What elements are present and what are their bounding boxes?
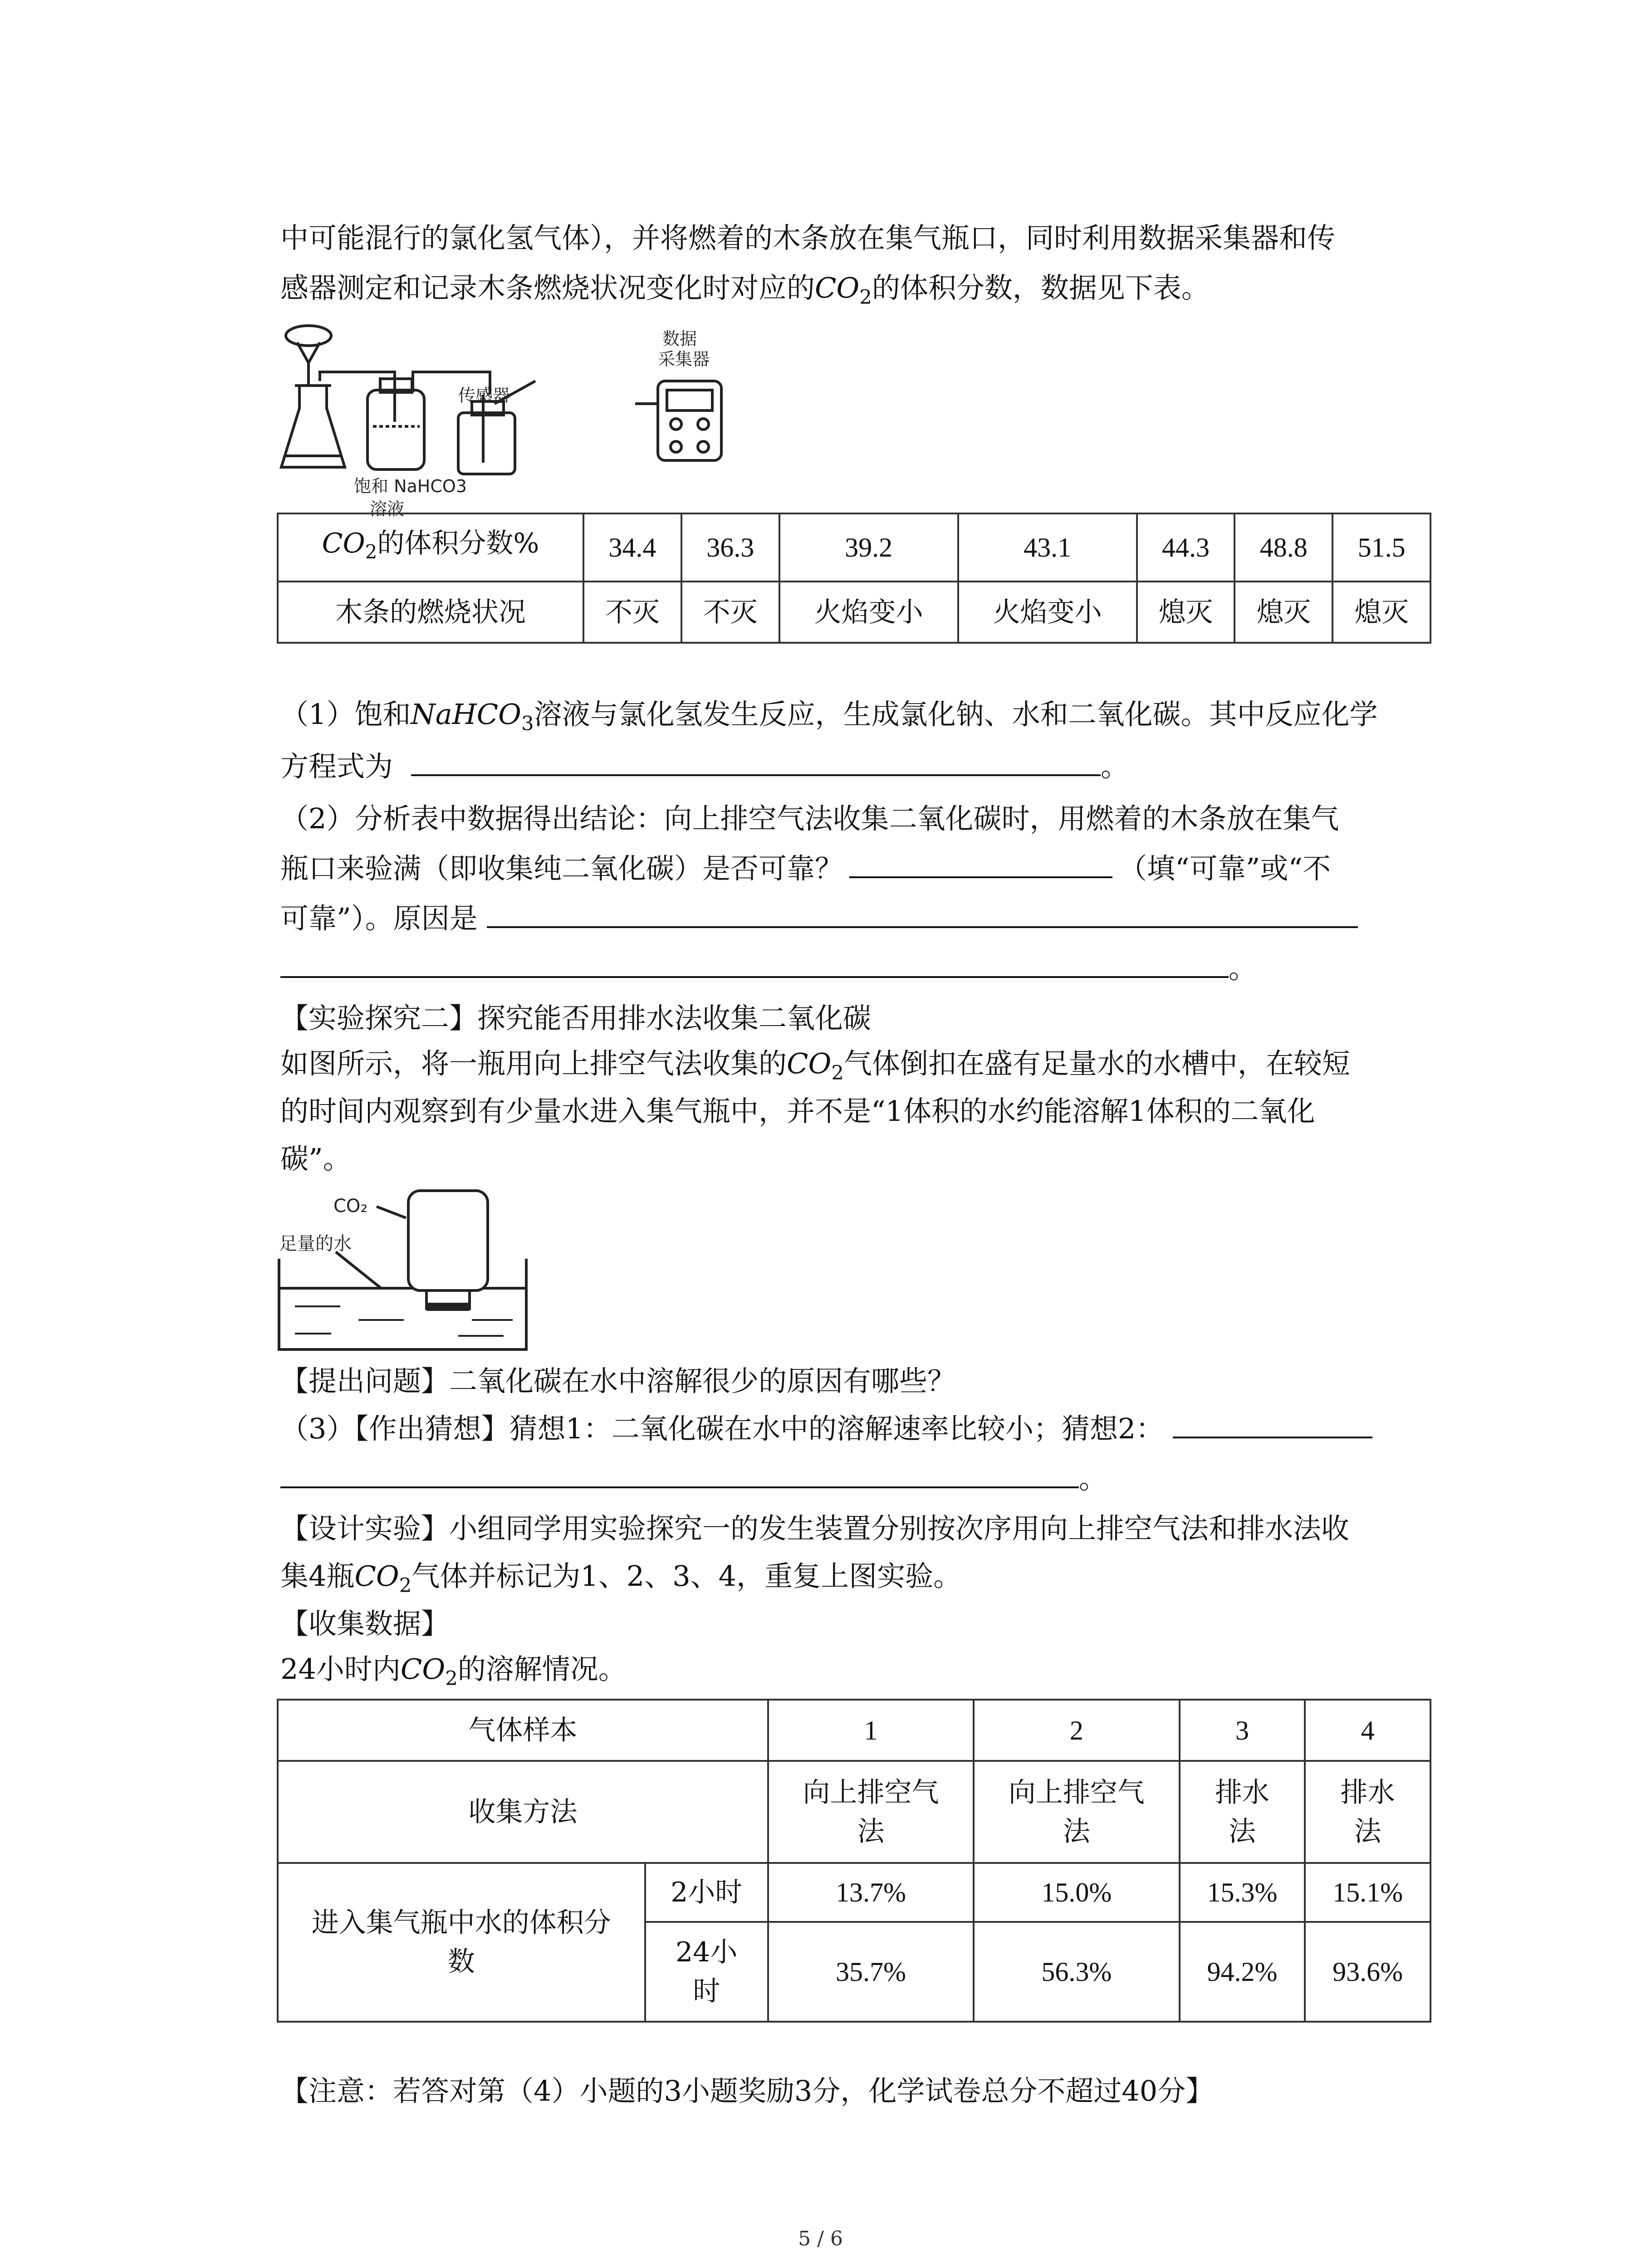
table-cell: 不灭 (583, 582, 681, 643)
problem-line: 【提出问题】二氧化碳在水中溶解很少的原因有哪些？ (280, 1364, 956, 1398)
table-cell: 94.2% (1180, 1922, 1305, 2022)
water-trough-figure (277, 1184, 535, 1356)
q1-line-2: 方程式为 。 (280, 742, 1442, 792)
collect-data-title: 【收集数据】 (280, 1607, 450, 1640)
co2-burning-table (277, 513, 1431, 644)
answer-blank-5[interactable] (1173, 1405, 1372, 1438)
sensor-label: 传感器 (458, 386, 510, 406)
table-row (278, 513, 1430, 582)
q2-line-1: （2）分析表中数据得出结论：向上排空气法收集二氧化碳时，用燃着的木条放在集气 (280, 802, 1339, 835)
table-cell: 56.3% (974, 1922, 1179, 2022)
table-cell: 48.8 (1234, 513, 1332, 582)
design-line-2: 集4瓶$CO_2$气体并标记为1、2、3、4，重复上图实验。 (280, 1559, 962, 1597)
answer-blank-1[interactable] (411, 743, 1101, 776)
table-cell: 向上排空气 法 (768, 1761, 974, 1863)
table-cell: 15.1% (1305, 1863, 1430, 1922)
table-cell: 火焰变小 (779, 582, 958, 643)
table-header-cell: $CO_2$的体积分数% (278, 513, 583, 582)
table-cell: 34.4 (583, 513, 681, 582)
table-row (278, 582, 1430, 643)
table-cell: 不灭 (681, 582, 779, 643)
table-cell: 向上排空气 法 (974, 1761, 1179, 1863)
q2-line-3: 可靠”）。原因是 (280, 894, 1442, 943)
table-row (278, 1761, 1430, 1863)
table-cell: 36.3 (681, 513, 779, 582)
q2-line-4: 。 (280, 943, 1442, 993)
table-cell: 35.7% (768, 1922, 974, 2022)
svg-text:数据: 数据 (662, 329, 697, 349)
apparatus-figure (277, 318, 554, 522)
table-cell: 24小 时 (645, 1922, 768, 2022)
table-cell: 熄灭 (1234, 582, 1332, 643)
co2-dissolution-table (277, 1699, 1431, 2023)
answer-blank-4[interactable] (280, 944, 1229, 978)
answer-blank-2[interactable] (849, 845, 1112, 878)
table-cell: 13.7% (768, 1863, 974, 1922)
table-cell: 39.2 (779, 513, 958, 582)
table-cell: 排水 法 (1305, 1761, 1430, 1863)
section-title-experiment-2: 【实验探究二】探究能否用排水法收集二氧化碳 (280, 1002, 872, 1035)
table-cell: 44.3 (1137, 513, 1235, 582)
table-header-cell: 3 (1180, 1700, 1305, 1761)
svg-text:采集器: 采集器 (658, 349, 710, 369)
answer-blank-3[interactable] (487, 894, 1358, 928)
table-row (278, 1863, 1430, 1922)
table-cell: 15.3% (1180, 1863, 1305, 1922)
data-collector-icon (631, 327, 749, 463)
q3-line-2: 。 (280, 1454, 1442, 1504)
table-cell: 火焰变小 (958, 582, 1137, 643)
table-header-cell: 进入集气瓶中水的体积分 数 (278, 1863, 645, 2022)
intro-line-2: 感器测定和记录木条燃烧状况变化时对应的$CO_2$的体积分数，数据见下表。 (280, 271, 1210, 309)
svg-text:CO₂: CO₂ (333, 1196, 368, 1217)
exp2-line-2: 的时间内观察到有少量水进入集气瓶中，并不是“1体积的水约能溶解1体积的二氧化 (280, 1095, 1315, 1128)
table-header-cell: 2 (974, 1700, 1179, 1761)
q3-line-1: （3）【作出猜想】猜想1：二氧化碳在水中的溶解速率比较小；猜想2： (280, 1404, 1442, 1454)
page-number: 5 / 6 (798, 2227, 843, 2250)
design-line-1: 【设计实验】小组同学用实验探究一的发生装置分别按次序用向上排空气法和排水法收 (280, 1512, 1350, 1545)
table-row (278, 1700, 1430, 1761)
answer-blank-6[interactable] (280, 1455, 1079, 1488)
table-cell: 2小时 (645, 1863, 768, 1922)
table2-caption: 24小时内$CO_2$的溶解情况。 (280, 1652, 627, 1690)
table-cell: 93.6% (1305, 1922, 1430, 2022)
table-header-cell: 木条的燃烧状况 (278, 582, 583, 643)
exp2-line-3: 碳”。 (280, 1142, 351, 1175)
table-cell: 43.1 (958, 513, 1137, 582)
table-cell: 熄灭 (1332, 582, 1430, 643)
table-cell: 15.0% (974, 1863, 1179, 1922)
exp2-line-1: 如图所示，将一瓶用向上排空气法收集的$CO_2$气体倒扣在盛有足量水的水槽中，在较短 (280, 1047, 1350, 1085)
table-cell: 熄灭 (1137, 582, 1235, 643)
svg-text:足量的水: 足量的水 (279, 1233, 352, 1254)
q1-line-1: （1）饱和NaHCO$_3$溶液与氯化氢发生反应，生成氯化钠、水和二氧化碳。其中反应化学 (280, 698, 1378, 735)
table-header-cell: 4 (1305, 1700, 1430, 1761)
table-cell: 排水 法 (1180, 1761, 1305, 1863)
q2-line-2: 瓶口来验满（即收集纯二氧化碳）是否可靠？ （填“可靠”或“不 (280, 844, 1442, 894)
bonus-note: 【注意：若答对第（4）小题的3小题奖励3分，化学试卷总分不超过40分】 (280, 2074, 1214, 2107)
table-header-cell: 气体样本 (278, 1700, 768, 1761)
table-header-cell: 1 (768, 1700, 974, 1761)
table-header-cell: 收集方法 (278, 1761, 768, 1863)
intro-line-1: 中可能混行的氯化氢气体），并将燃着的木条放在集气瓶口，同时利用数据采集器和传 (280, 221, 1336, 254)
solution-label: 溶液 (370, 499, 405, 519)
table-cell: 51.5 (1332, 513, 1430, 582)
nahco3-label: 饱和 NaHCO3 (354, 476, 467, 496)
